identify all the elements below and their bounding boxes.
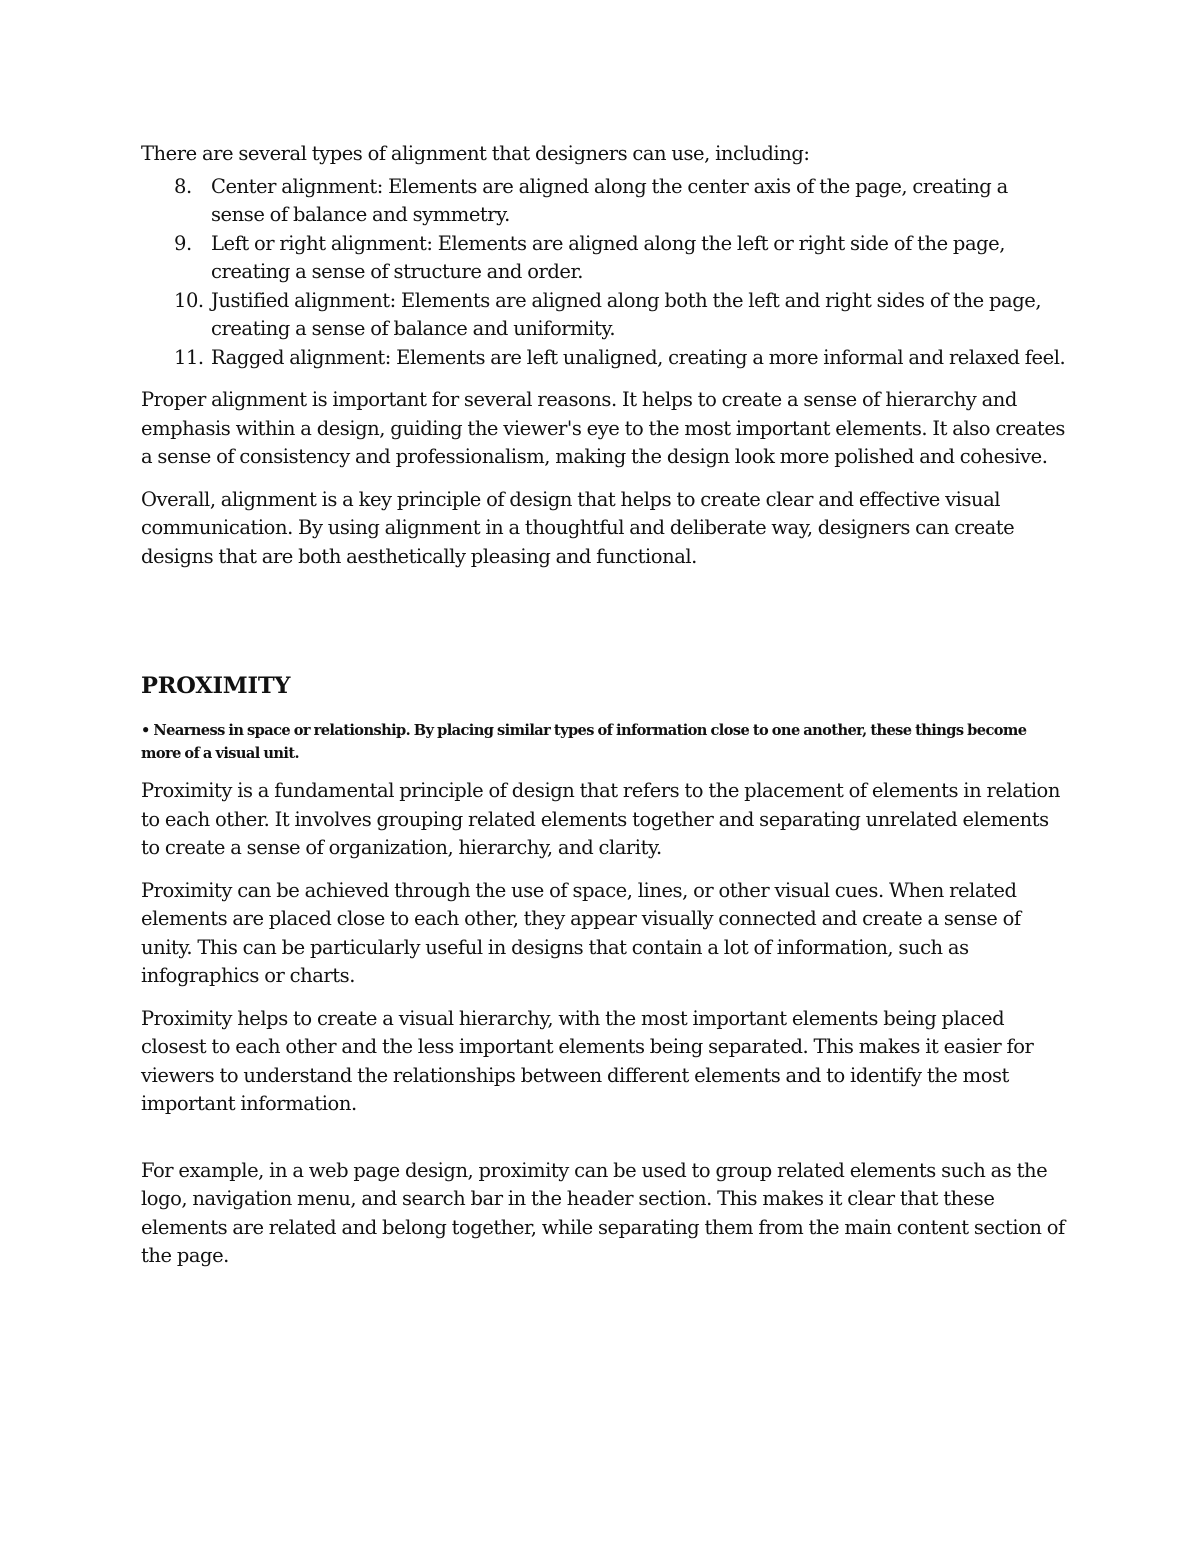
list-item-text: Justified alignment: Elements are aligned along both the left and right sides of the page, creating a sense of balance and uniformity. bbox=[211, 288, 1042, 340]
proximity-paragraph: Proximity helps to create a visual hierarchy, with the most important elements being placed closest to each other and the less important elements being separated. This makes it easier for viewers to understand the relationships between different elements and to identify the most important information. bbox=[141, 1006, 1034, 1115]
list-item bbox=[141, 173, 1066, 230]
list-item bbox=[141, 287, 1066, 344]
list-item bbox=[141, 344, 1066, 373]
list-item-number: 8. bbox=[174, 174, 192, 198]
list-item-text: Center alignment: Elements are aligned along the center axis of the page, creating a sense of balance and symmetry. bbox=[211, 174, 1008, 226]
proximity-paragraph: Proximity is a fundamental principle of design that refers to the placement of elements in relation to each other. It involves grouping related elements together and separating unrelated elements to create a sense of organization, hierarchy, and clarity. bbox=[141, 779, 1060, 859]
proximity-example-paragraph: For example, in a web page design, proximity can be used to group related elements such as the logo, navigation menu, and search bar in the header section. This makes it clear that these elements are related and belong together, while separating them from the main content section of the page. bbox=[141, 1158, 1065, 1267]
proximity-paragraph: Proximity can be achieved through the use of space, lines, or other visual cues. When related elements are placed close to each other, they appear visually connected and create a sense of unity. This can be particularly useful in designs that contain a lot of information, such as infographics or charts. bbox=[141, 878, 1021, 987]
alignment-intro: There are several types of alignment that designers can use, including: bbox=[141, 142, 810, 165]
proximity-heading: PROXIMITY bbox=[141, 673, 291, 699]
alignment-summary-paragraph: Overall, alignment is a key principle of design that helps to create clear and effective visual communication. By using alignment in a thoughtful and deliberate way, designers can create designs that are both aesthetically pleasing and functional. bbox=[141, 487, 1015, 568]
list-item-number: 11. bbox=[174, 345, 204, 369]
list-item-text: Ragged alignment: Elements are left unaligned, creating a more informal and relaxed feel. bbox=[211, 345, 1066, 369]
list-item-number: 9. bbox=[174, 231, 192, 255]
proximity-definition-bullet: • Nearness in space or relationship. By placing similar types of information close to one another, these things become more of a visual unit. bbox=[141, 722, 1027, 762]
alignment-types-list bbox=[141, 173, 1066, 373]
list-item-number: 10. bbox=[174, 288, 204, 312]
list-item bbox=[141, 230, 1066, 287]
page-content bbox=[141, 140, 1066, 1285]
alignment-importance-paragraph: Proper alignment is important for several reasons. It helps to create a sense of hierarchy and emphasis within a design, guiding the viewer's eye to the most important elements. It also creates a sense of consistency and professionalism, making the design look more polished and cohesive. bbox=[141, 388, 1065, 468]
list-item-text: Left or right alignment: Elements are aligned along the left or right side of the page, creating a sense of structure and order. bbox=[211, 231, 1005, 283]
